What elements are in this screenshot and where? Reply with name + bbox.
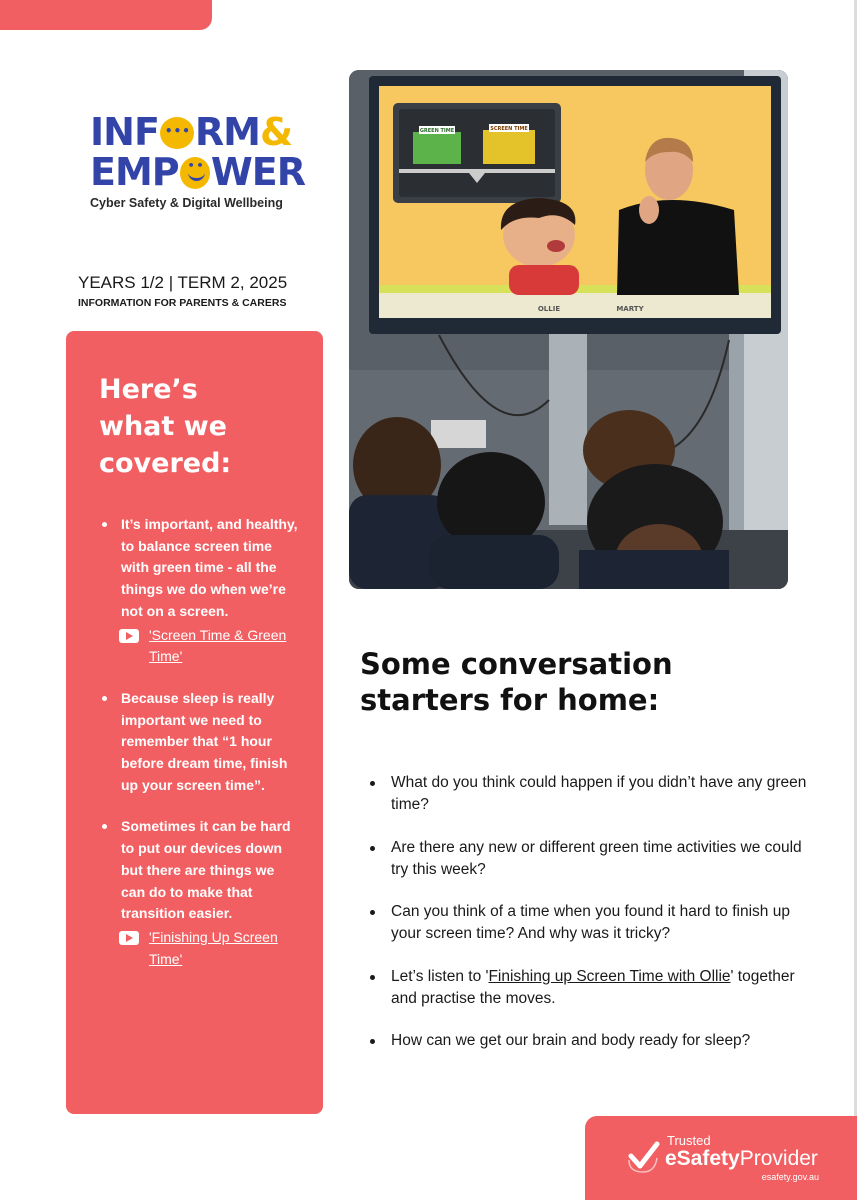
logo-text: WER <box>210 150 305 194</box>
top-accent-tab <box>0 0 212 30</box>
puppet-name-label: OLLIE <box>537 305 561 313</box>
years-term: YEARS 1/2 | TERM 2, 2025 <box>78 273 288 292</box>
conversation-item: What do you think could happen if you didn’t have any green time? <box>370 772 810 816</box>
play-icon <box>119 629 139 643</box>
covered-list <box>99 514 303 970</box>
logo-line-1 <box>90 112 305 152</box>
ollie-video-link[interactable]: Finishing up Screen Time with Ollie <box>488 967 731 985</box>
covered-item <box>99 514 299 668</box>
conversation-list <box>370 772 810 1073</box>
conversation-item-text: Let’s listen to ' <box>391 967 489 985</box>
badge-site: esafety.gov.au <box>761 1172 819 1182</box>
badge-trusted: Trusted <box>667 1133 711 1148</box>
conversation-item <box>370 966 810 1010</box>
logo-ampersand: & <box>259 110 293 154</box>
logo-text: EMP <box>90 150 179 194</box>
speech-bubble-icon <box>160 117 194 149</box>
logo-subtitle: Cyber Safety & Digital Wellbeing <box>90 196 283 210</box>
check-icon <box>627 1140 661 1174</box>
logo-text: INF <box>90 110 159 154</box>
conversation-item: Are there any new or different green time activities we could try this week? <box>370 837 810 881</box>
covered-item-text: It’s important, and healthy, to balance screen time with green time - all the things we do when we’re not on a screen. <box>121 516 298 619</box>
covered-item <box>99 688 299 797</box>
play-icon <box>119 931 139 945</box>
covered-item-text: Sometimes it can be hard to put our devices down but there are things we can do to make that transition easier. <box>121 818 291 922</box>
smiley-icon <box>180 157 210 189</box>
covered-heading: Here’s what we covered: <box>99 374 232 479</box>
video-link-screen-time[interactable] <box>119 625 299 668</box>
video-link-text[interactable]: 'Finishing Up Screen Time' <box>149 928 278 967</box>
covered-item <box>99 816 299 970</box>
badge-brand-a: eSafety <box>665 1147 740 1170</box>
video-link-text[interactable]: 'Screen Time & Green Time' <box>149 626 287 665</box>
screen-panel-left-label: GREEN TIME <box>419 128 455 134</box>
video-link-finishing-up[interactable] <box>119 927 299 970</box>
badge-brand-b: Provider <box>739 1147 818 1170</box>
conversation-heading: Some conversation starters for home: <box>360 647 673 717</box>
classroom-photo <box>349 70 788 589</box>
conversation-item: How can we get our brain and body ready for sleep? <box>370 1030 810 1052</box>
classroom-illustration <box>349 70 788 589</box>
conversation-item-text: ' together and practise the moves. <box>391 967 795 1007</box>
esafety-provider-badge <box>585 1116 857 1200</box>
covered-panel <box>66 331 323 1114</box>
covered-item-text: Because sleep is really important we need to remember that “1 hour before dream time, finish up your screen time”. <box>121 689 288 793</box>
conversation-item: Can you think of a time when you found it hard to finish up your screen time? And why was it tricky? <box>370 901 810 945</box>
inform-empower-logo <box>90 112 305 210</box>
badge-brand <box>665 1147 818 1171</box>
logo-line-2 <box>90 152 305 192</box>
logo-text: RM <box>194 110 260 154</box>
screen-panel-right-label: SCREEN TIME <box>490 126 528 132</box>
audience-line: INFORMATION FOR PARENTS & CARERS <box>78 297 287 309</box>
presenter-name-label: MARTY <box>616 305 644 313</box>
